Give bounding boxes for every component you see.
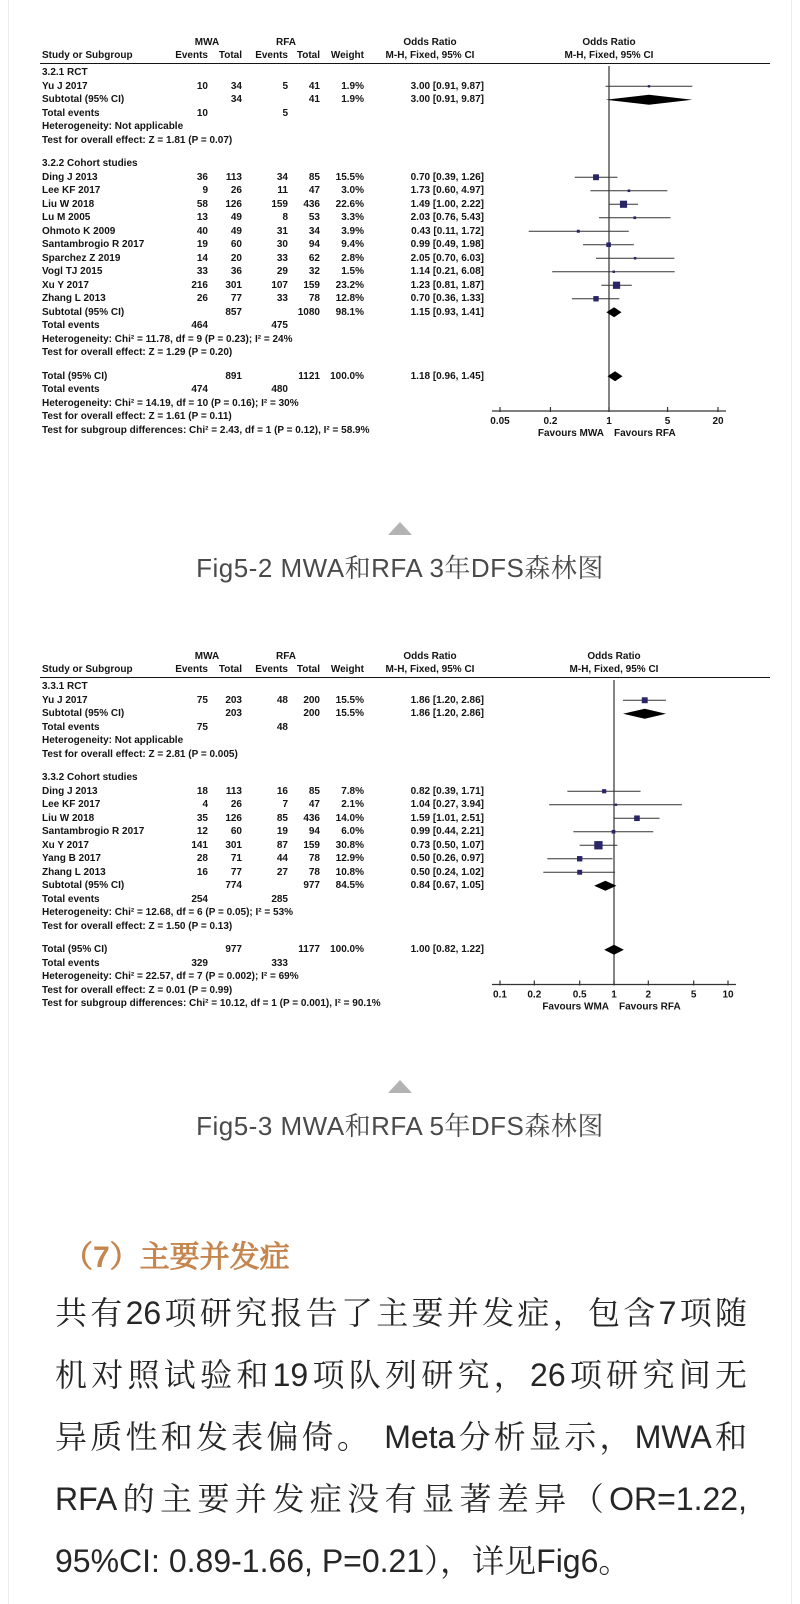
events-value: 28	[196, 853, 208, 864]
page-right-border	[791, 0, 792, 1604]
body-line: RFA的主要并发症没有显著差异（OR=1.22,	[55, 1481, 747, 1517]
or-ci-value: 0.70 [0.39, 1.26]	[410, 171, 484, 183]
total-value: 1177	[298, 944, 320, 955]
weight-value: 30.8%	[335, 839, 364, 851]
study-label: Santambrogio R 2017	[42, 826, 145, 837]
study-label: Vogl TJ 2015	[42, 266, 103, 277]
or-ci-value: 3.00 [0.91, 9.87]	[410, 80, 484, 92]
events-value: 10	[196, 80, 208, 92]
study-label: Xu Y 2017	[42, 839, 89, 851]
or-marker	[613, 271, 615, 273]
events-value: 107	[271, 279, 288, 291]
body-line: 95%CI: 0.89-1.66, P=0.21），详见Fig6。	[55, 1543, 631, 1579]
axis-tick-label: 0.2	[527, 989, 542, 1001]
total-value: 77	[230, 866, 242, 878]
subgroup-section-label: 3.2.1 RCT	[42, 67, 88, 78]
axis-tick-label: 1	[606, 416, 612, 427]
events-value: 33	[276, 252, 288, 264]
total-events-label: Total events	[42, 384, 100, 395]
events-value: 75	[196, 694, 208, 706]
pooled-diamond	[594, 881, 616, 891]
total-value: 113	[225, 785, 242, 797]
total-label: Total (95% CI)	[42, 370, 108, 382]
or-marker	[613, 282, 620, 289]
events-value: 36	[196, 171, 208, 183]
weight-value: 23.2%	[335, 279, 364, 291]
total-value: 20	[230, 252, 242, 264]
stats-line: Heterogeneity: Chi² = 14.19, df = 10 (P = 0.16); I² = 30%	[42, 397, 299, 409]
or-ci-value: 2.05 [0.70, 6.03]	[410, 252, 484, 264]
axis-tick-label: 2	[645, 989, 652, 1001]
weight-column-header: Weight	[330, 50, 364, 61]
study-label: Yu J 2017	[42, 694, 88, 706]
weight-value: 2.8%	[341, 252, 364, 264]
weight-value: 7.8%	[341, 785, 364, 797]
total-value: 200	[303, 708, 320, 719]
total-events-label: Total events	[42, 957, 100, 969]
total-value: 77	[230, 293, 242, 304]
section-heading: （7）主要并发症	[63, 1241, 290, 1274]
or-marker	[606, 242, 611, 247]
total-value: 159	[303, 279, 320, 291]
study-label: Lee KF 2017	[42, 799, 101, 810]
events-value: 29	[276, 266, 288, 277]
stats-line: Test for overall effect: Z = 1.29 (P = 0.20)	[42, 347, 233, 358]
stats-line: Test for subgroup differences: Chi² = 2.43, df = 1 (P = 0.12), I² = 58.9%	[42, 424, 370, 436]
total-value: 85	[308, 785, 320, 797]
weight-value: 6.0%	[341, 826, 364, 837]
total-value: 977	[303, 880, 320, 891]
figure-caption-fig5-2: Fig5-2 MWA和RFA 3年DFS森林图	[196, 553, 604, 583]
total-value: 36	[230, 266, 242, 277]
total2-column-header: Total	[296, 664, 320, 675]
axis-tick-label: 5	[690, 989, 697, 1001]
total-value: 26	[230, 799, 242, 810]
collapse-triangle-icon	[388, 1080, 412, 1093]
events-value: 40	[196, 225, 208, 237]
or-column-subheader: M-H, Fixed, 95% CI	[385, 50, 475, 61]
events-value: 48	[276, 694, 288, 706]
weight-value: 98.1%	[335, 306, 364, 318]
total-value: 126	[225, 198, 242, 210]
events-value: 31	[276, 225, 288, 237]
events2-column-header: Events	[255, 664, 288, 675]
or-ci-value: 1.00 [0.82, 1.22]	[410, 944, 484, 955]
or-ci-value: 0.73 [0.50, 1.07]	[410, 839, 484, 851]
events-value: 216	[191, 279, 208, 291]
total-events-value: 464	[191, 320, 208, 331]
events2-column-header: Events	[255, 50, 288, 61]
or-ci-value: 0.70 [0.36, 1.33]	[410, 293, 484, 304]
events-value: 26	[196, 293, 208, 304]
study-label: Zhang L 2013	[42, 293, 106, 304]
events-value: 44	[276, 853, 288, 864]
body-paragraph	[55, 1282, 747, 1592]
total-value: 60	[230, 826, 242, 837]
stats-line: Test for overall effect: Z = 2.81 (P = 0.005)	[42, 748, 238, 760]
events-value: 9	[202, 185, 208, 196]
weight-value: 3.3%	[341, 212, 364, 223]
page-left-border	[8, 0, 9, 1604]
weight-value: 1.5%	[341, 266, 364, 277]
total-value: 436	[303, 812, 320, 824]
weight-value: 1.9%	[341, 80, 364, 92]
weight-value: 84.5%	[335, 880, 364, 891]
or-ci-value: 3.00 [0.91, 9.87]	[410, 94, 484, 105]
total-value: 1080	[297, 306, 320, 318]
total-value: 78	[308, 293, 320, 304]
events-value: 16	[196, 866, 208, 878]
or-marker	[615, 804, 617, 806]
forest-plot-graphic	[40, 66, 770, 443]
study-label: Liu W 2018	[42, 198, 95, 210]
or-ci-value: 1.59 [1.01, 2.51]	[410, 812, 484, 824]
or-ci-value: 1.04 [0.27, 3.94]	[410, 799, 484, 810]
total-events-label: Total events	[42, 107, 100, 119]
pooled-diamond	[608, 371, 623, 381]
plot-subheader: M-H, Fixed, 95% CI	[564, 50, 654, 61]
total1-column-header: Total	[218, 50, 242, 61]
or-marker	[594, 841, 602, 849]
events-value: 12	[196, 826, 208, 837]
subtotal-label: Subtotal (95% CI)	[42, 708, 125, 719]
group2-header: RFA	[276, 651, 296, 662]
total-value: 977	[225, 944, 242, 955]
collapse-triangle-icon	[388, 522, 412, 535]
or-column-subheader: M-H, Fixed, 95% CI	[385, 664, 475, 675]
favours-right-label: Favours RFA	[614, 428, 676, 439]
or-marker	[648, 85, 650, 87]
events-value: 19	[276, 826, 288, 837]
study-label: Ding J 2013	[42, 171, 98, 183]
favours-left-label: Favours MWA	[537, 428, 604, 439]
forest-plot-3yr-dfs	[40, 36, 770, 443]
weight-value: 12.8%	[335, 293, 364, 304]
total-events-value: 10	[196, 107, 208, 119]
total-value: 34	[230, 94, 242, 105]
events1-column-header: Events	[175, 50, 208, 61]
total-events-label: Total events	[42, 320, 100, 331]
events-value: 5	[282, 80, 288, 92]
total-events-value: 5	[282, 107, 288, 119]
total-value: 94	[308, 239, 320, 250]
events-value: 33	[196, 266, 208, 277]
total-events-label: Total events	[42, 721, 100, 733]
stats-line: Test for subgroup differences: Chi² = 10.12, df = 1 (P = 0.001), I² = 90.1%	[42, 998, 381, 1009]
axis-tick-label: 20	[712, 416, 724, 427]
total-events-value: 285	[271, 893, 288, 905]
total-value: 34	[230, 80, 242, 92]
or-marker	[634, 257, 637, 260]
events-value: 35	[196, 812, 208, 824]
or-ci-value: 1.49 [1.00, 2.22]	[410, 198, 484, 210]
total-value: 49	[230, 225, 242, 237]
study-label: Lu M 2005	[42, 212, 91, 223]
events-value: 34	[276, 171, 288, 183]
or-ci-value: 0.82 [0.39, 1.71]	[410, 785, 484, 797]
subgroup-section-label: 3.3.1 RCT	[42, 681, 88, 692]
axis-tick-label: 10	[722, 989, 734, 1001]
or-ci-value: 0.43 [0.11, 1.72]	[411, 225, 484, 237]
total-value: 53	[308, 212, 320, 223]
or-marker	[628, 189, 631, 192]
total-value: 94	[308, 826, 320, 837]
or-marker	[642, 697, 648, 703]
header-rule	[40, 63, 770, 64]
weight-column-header: Weight	[330, 664, 364, 675]
or-ci-value: 1.18 [0.96, 1.45]	[410, 370, 484, 382]
total-value: 78	[308, 866, 320, 878]
study-column-header: Study or Subgroup	[42, 664, 133, 675]
events1-column-header: Events	[175, 664, 208, 675]
or-marker	[602, 789, 606, 793]
axis-tick-label: 0.2	[543, 416, 558, 427]
favours-right-label: Favours RFA	[619, 1001, 681, 1013]
events-value: 14	[196, 252, 208, 264]
total-value: 32	[308, 266, 320, 277]
weight-value: 22.6%	[335, 198, 364, 210]
or-ci-value: 0.99 [0.44, 2.21]	[410, 826, 484, 837]
weight-value: 100.0%	[330, 370, 364, 382]
favours-left-label: Favours WMA	[542, 1001, 609, 1013]
or-marker	[612, 830, 616, 834]
stats-line: Heterogeneity: Chi² = 22.57, df = 7 (P = 0.002); I² = 69%	[42, 971, 299, 982]
total2-column-header: Total	[296, 50, 320, 61]
body-line: 共有26项研究报告了主要并发症，包含7项随	[55, 1295, 747, 1331]
or-column-title: Odds Ratio	[403, 37, 457, 48]
or-marker	[593, 174, 599, 180]
events-value: 19	[196, 239, 208, 250]
study-label: Ding J 2013	[42, 785, 98, 797]
or-column-title: Odds Ratio	[403, 651, 457, 662]
study-label: Yu J 2017	[42, 80, 88, 92]
total-events-value: 475	[271, 320, 288, 331]
weight-value: 15.5%	[335, 694, 364, 706]
header-rule	[40, 677, 770, 678]
stats-line: Test for overall effect: Z = 1.61 (P = 0.11)	[42, 411, 232, 422]
forest-plot-5yr-dfs	[40, 650, 770, 1017]
events-value: 141	[191, 839, 208, 851]
weight-value: 100.0%	[330, 944, 364, 955]
weight-value: 3.9%	[341, 225, 364, 237]
total-value: 126	[225, 812, 242, 824]
events-value: 85	[276, 812, 288, 824]
or-marker	[593, 296, 598, 301]
total-value: 78	[308, 853, 320, 864]
events-value: 58	[196, 198, 208, 210]
or-ci-value: 0.50 [0.24, 1.02]	[410, 866, 484, 878]
weight-value: 3.0%	[341, 185, 364, 196]
weight-value: 1.9%	[341, 94, 364, 105]
total-value: 301	[225, 839, 242, 851]
total-events-value: 75	[196, 721, 208, 733]
group1-header: MWA	[194, 651, 220, 662]
or-ci-value: 0.50 [0.26, 0.97]	[410, 853, 484, 864]
total-label: Total (95% CI)	[42, 944, 108, 955]
or-marker	[577, 856, 582, 861]
total-value: 62	[308, 252, 320, 264]
or-marker	[577, 230, 580, 233]
stats-line: Test for overall effect: Z = 1.50 (P = 0.13)	[42, 920, 233, 932]
total-value: 47	[308, 799, 320, 810]
pooled-diamond	[623, 709, 666, 719]
events-value: 87	[276, 839, 288, 851]
forest-plot-graphic	[40, 680, 770, 1017]
total-events-label: Total events	[42, 893, 100, 905]
weight-value: 15.5%	[335, 171, 364, 183]
stats-line: Test for overall effect: Z = 1.81 (P = 0.07)	[42, 134, 233, 146]
plot-subheader: M-H, Fixed, 95% CI	[569, 664, 659, 675]
total-value: 71	[230, 853, 242, 864]
events-value: 16	[276, 785, 288, 797]
total-value: 436	[303, 198, 320, 210]
total-value: 34	[308, 225, 320, 237]
or-marker	[634, 815, 640, 821]
or-marker	[633, 216, 636, 219]
or-marker	[620, 201, 627, 208]
or-ci-value: 1.15 [0.93, 1.41]	[410, 306, 484, 318]
stats-line: Heterogeneity: Chi² = 12.68, df = 6 (P = 0.05); I² = 53%	[42, 907, 294, 918]
total-value: 26	[230, 185, 242, 196]
or-ci-value: 2.03 [0.76, 5.43]	[410, 212, 484, 223]
weight-value: 12.9%	[335, 853, 364, 864]
study-label: Ohmoto K 2009	[42, 225, 116, 237]
total-value: 60	[230, 239, 242, 250]
events-value: 159	[271, 198, 288, 210]
axis-tick-label: 1	[611, 989, 617, 1001]
total-value: 41	[308, 94, 320, 105]
stats-line: Heterogeneity: Chi² = 11.78, df = 9 (P = 0.23); I² = 24%	[42, 333, 293, 345]
events-value: 8	[282, 212, 288, 223]
or-ci-value: 1.14 [0.21, 6.08]	[410, 266, 484, 277]
total-value: 857	[225, 306, 242, 318]
subtotal-label: Subtotal (95% CI)	[42, 306, 125, 318]
total-value: 200	[303, 694, 320, 706]
total-value: 301	[225, 279, 242, 291]
events-value: 30	[276, 239, 288, 250]
study-label: Santambrogio R 2017	[42, 239, 145, 250]
total-value: 159	[303, 839, 320, 851]
total-value: 49	[230, 212, 242, 223]
group1-header: MWA	[194, 37, 220, 48]
or-ci-value: 1.86 [1.20, 2.86]	[410, 694, 484, 706]
total-events-value: 48	[276, 721, 288, 733]
subgroup-section-label: 3.2.2 Cohort studies	[42, 158, 138, 169]
total-value: 47	[308, 185, 320, 196]
or-ci-value: 0.99 [0.49, 1.98]	[410, 239, 484, 250]
weight-value: 14.0%	[335, 812, 364, 824]
study-label: Liu W 2018	[42, 812, 95, 824]
study-label: Zhang L 2013	[42, 866, 106, 878]
axis-tick-label: 5	[664, 416, 671, 427]
figure-caption-fig5-3: Fig5-3 MWA和RFA 5年DFS森林图	[196, 1111, 604, 1141]
total-events-value: 480	[271, 384, 288, 395]
axis-tick-label: 0.1	[493, 989, 507, 1001]
weight-value: 10.8%	[335, 866, 364, 878]
total-events-value: 474	[191, 384, 208, 395]
total-events-value: 329	[191, 957, 208, 969]
total-value: 203	[225, 708, 242, 719]
body-line: 异质性和发表偏倚。 Meta分析显示，MWA和	[55, 1419, 747, 1455]
total-value: 113	[225, 171, 242, 183]
subtotal-label: Subtotal (95% CI)	[42, 94, 125, 105]
total-value: 1121	[298, 370, 320, 382]
total-value: 891	[225, 370, 242, 382]
or-ci-value: 1.86 [1.20, 2.86]	[410, 708, 484, 719]
total1-column-header: Total	[218, 664, 242, 675]
weight-value: 9.4%	[341, 239, 364, 250]
study-label: Yang B 2017	[42, 853, 101, 864]
plot-title: Odds Ratio	[582, 37, 636, 48]
weight-value: 15.5%	[335, 708, 364, 719]
axis-tick-label: 0.5	[572, 989, 587, 1001]
or-ci-value: 1.23 [0.81, 1.87]	[410, 279, 484, 291]
pooled-diamond	[604, 945, 624, 955]
events-value: 13	[196, 212, 208, 223]
pooled-diamond	[606, 95, 693, 105]
total-value: 85	[308, 171, 320, 183]
study-label: Lee KF 2017	[42, 185, 101, 196]
total-value: 774	[225, 880, 242, 891]
study-label: Xu Y 2017	[42, 279, 89, 291]
subtotal-label: Subtotal (95% CI)	[42, 880, 125, 891]
events-value: 18	[196, 785, 208, 797]
events-value: 7	[282, 799, 288, 810]
subgroup-section-label: 3.3.2 Cohort studies	[42, 772, 138, 783]
total-events-value: 333	[271, 957, 288, 969]
study-label: Sparchez Z 2019	[42, 252, 121, 264]
stats-line: Test for overall effect: Z = 0.01 (P = 0.99)	[42, 984, 233, 996]
study-column-header: Study or Subgroup	[42, 50, 133, 61]
total-value: 203	[225, 694, 242, 706]
axis-tick-label: 0.05	[490, 416, 510, 427]
total-events-value: 254	[191, 893, 208, 905]
stats-line: Heterogeneity: Not applicable	[42, 121, 184, 132]
group2-header: RFA	[276, 37, 296, 48]
events-value: 4	[202, 799, 208, 810]
events-value: 11	[277, 185, 288, 196]
total-value: 41	[308, 80, 320, 92]
stats-line: Heterogeneity: Not applicable	[42, 735, 184, 746]
body-line: 机对照试验和19项队列研究，26项研究间无	[55, 1357, 747, 1393]
weight-value: 2.1%	[341, 799, 364, 810]
events-value: 27	[276, 866, 288, 878]
events-value: 33	[276, 293, 288, 304]
or-marker	[577, 870, 582, 875]
or-ci-value: 0.84 [0.67, 1.05]	[410, 880, 484, 891]
or-ci-value: 1.73 [0.60, 4.97]	[410, 185, 484, 196]
plot-title: Odds Ratio	[587, 651, 641, 662]
